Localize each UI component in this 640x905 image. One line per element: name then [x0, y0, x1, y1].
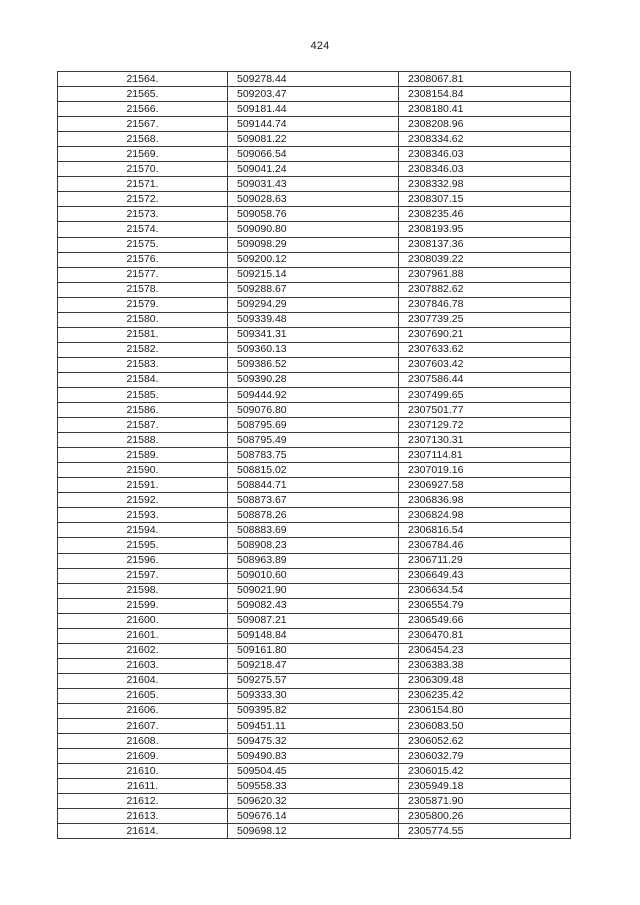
x-coordinate-cell: 509161.80: [228, 643, 399, 658]
table-row: [58, 102, 571, 117]
point-number-cell: 21607.: [58, 719, 228, 734]
y-coordinate-cell: 2307114.81: [399, 448, 571, 463]
y-coordinate-cell: 2306649.43: [399, 568, 571, 583]
table-row: [58, 342, 571, 357]
y-coordinate-cell: 2308332.98: [399, 177, 571, 192]
point-number-cell: 21601.: [58, 628, 228, 643]
point-number-cell: 21596.: [58, 553, 228, 568]
table-row: [58, 764, 571, 779]
table-row: [58, 177, 571, 192]
x-coordinate-cell: 509444.92: [228, 387, 399, 402]
table-row: [58, 147, 571, 162]
table-row: [58, 568, 571, 583]
table-row: [58, 658, 571, 673]
table-row: [58, 72, 571, 87]
x-coordinate-cell: 508795.69: [228, 418, 399, 433]
x-coordinate-cell: 509082.43: [228, 598, 399, 613]
point-number-cell: 21611.: [58, 779, 228, 794]
y-coordinate-cell: 2306554.79: [399, 598, 571, 613]
point-number-cell: 21598.: [58, 583, 228, 598]
table-row: [58, 117, 571, 132]
y-coordinate-cell: 2308208.96: [399, 117, 571, 132]
table-row: [58, 463, 571, 478]
x-coordinate-cell: 509294.29: [228, 297, 399, 312]
y-coordinate-cell: 2308346.03: [399, 162, 571, 177]
x-coordinate-cell: 508873.67: [228, 493, 399, 508]
x-coordinate-cell: 509390.28: [228, 372, 399, 387]
point-number-cell: 21606.: [58, 703, 228, 718]
table-row: [58, 478, 571, 493]
x-coordinate-cell: 509058.76: [228, 207, 399, 222]
y-coordinate-cell: 2306816.54: [399, 523, 571, 538]
x-coordinate-cell: 509676.14: [228, 809, 399, 824]
table-row: [58, 87, 571, 102]
coordinates-table-body: [58, 72, 571, 839]
point-number-cell: 21583.: [58, 357, 228, 372]
x-coordinate-cell: 508878.26: [228, 508, 399, 523]
point-number-cell: 21594.: [58, 523, 228, 538]
y-coordinate-cell: 2308346.03: [399, 147, 571, 162]
x-coordinate-cell: 509278.44: [228, 72, 399, 87]
point-number-cell: 21586.: [58, 403, 228, 418]
table-row: [58, 403, 571, 418]
point-number-cell: 21600.: [58, 613, 228, 628]
y-coordinate-cell: 2306015.42: [399, 764, 571, 779]
x-coordinate-cell: 508963.89: [228, 553, 399, 568]
table-row: [58, 643, 571, 658]
x-coordinate-cell: 509698.12: [228, 824, 399, 839]
table-row: [58, 553, 571, 568]
y-coordinate-cell: 2307499.65: [399, 387, 571, 402]
x-coordinate-cell: 509076.80: [228, 403, 399, 418]
table-row: [58, 493, 571, 508]
y-coordinate-cell: 2307019.16: [399, 463, 571, 478]
x-coordinate-cell: 509386.52: [228, 357, 399, 372]
y-coordinate-cell: 2308307.15: [399, 192, 571, 207]
point-number-cell: 21571.: [58, 177, 228, 192]
y-coordinate-cell: 2308334.62: [399, 132, 571, 147]
point-number-cell: 21603.: [58, 658, 228, 673]
y-coordinate-cell: 2307633.62: [399, 342, 571, 357]
point-number-cell: 21576.: [58, 252, 228, 267]
point-number-cell: 21564.: [58, 72, 228, 87]
point-number-cell: 21582.: [58, 342, 228, 357]
point-number-cell: 21590.: [58, 463, 228, 478]
x-coordinate-cell: 509490.83: [228, 749, 399, 764]
point-number-cell: 21585.: [58, 387, 228, 402]
y-coordinate-cell: 2306927.58: [399, 478, 571, 493]
table-row: [58, 794, 571, 809]
y-coordinate-cell: 2306549.66: [399, 613, 571, 628]
x-coordinate-cell: 508883.69: [228, 523, 399, 538]
page-number: 424: [310, 40, 330, 52]
point-number-cell: 21613.: [58, 809, 228, 824]
x-coordinate-cell: 508783.75: [228, 448, 399, 463]
x-coordinate-cell: 508815.02: [228, 463, 399, 478]
y-coordinate-cell: 2305774.55: [399, 824, 571, 839]
x-coordinate-cell: 509010.60: [228, 568, 399, 583]
point-number-cell: 21599.: [58, 598, 228, 613]
point-number-cell: 21588.: [58, 433, 228, 448]
x-coordinate-cell: 509181.44: [228, 102, 399, 117]
table-row: [58, 824, 571, 839]
x-coordinate-cell: 509215.14: [228, 267, 399, 282]
x-coordinate-cell: 508908.23: [228, 538, 399, 553]
y-coordinate-cell: 2305871.90: [399, 794, 571, 809]
x-coordinate-cell: 509066.54: [228, 147, 399, 162]
x-coordinate-cell: 509200.12: [228, 252, 399, 267]
table-row: [58, 749, 571, 764]
table-row: [58, 192, 571, 207]
table-row: [58, 252, 571, 267]
x-coordinate-cell: 509339.48: [228, 312, 399, 327]
point-number-cell: 21612.: [58, 794, 228, 809]
point-number-cell: 21568.: [58, 132, 228, 147]
y-coordinate-cell: 2306235.42: [399, 688, 571, 703]
table-row: [58, 583, 571, 598]
y-coordinate-cell: 2305800.26: [399, 809, 571, 824]
table-row: [58, 779, 571, 794]
y-coordinate-cell: 2307603.42: [399, 357, 571, 372]
table-row: [58, 719, 571, 734]
point-number-cell: 21595.: [58, 538, 228, 553]
y-coordinate-cell: 2308235.46: [399, 207, 571, 222]
point-number-cell: 21577.: [58, 267, 228, 282]
y-coordinate-cell: 2306836.98: [399, 493, 571, 508]
point-number-cell: 21569.: [58, 147, 228, 162]
x-coordinate-cell: 509098.29: [228, 237, 399, 252]
x-coordinate-cell: 509203.47: [228, 87, 399, 102]
point-number-cell: 21604.: [58, 673, 228, 688]
point-number-cell: 21565.: [58, 87, 228, 102]
table-row: [58, 237, 571, 252]
point-number-cell: 21570.: [58, 162, 228, 177]
table-row: [58, 598, 571, 613]
y-coordinate-cell: 2307739.25: [399, 312, 571, 327]
coordinates-table: [57, 71, 571, 839]
y-coordinate-cell: 2307690.21: [399, 327, 571, 342]
table-row: [58, 327, 571, 342]
table-row: [58, 418, 571, 433]
table-row: [58, 508, 571, 523]
table-row: [58, 372, 571, 387]
table-row: [58, 628, 571, 643]
x-coordinate-cell: 509031.43: [228, 177, 399, 192]
x-coordinate-cell: 509341.31: [228, 327, 399, 342]
table-row: [58, 297, 571, 312]
table-row: [58, 207, 571, 222]
table-row: [58, 162, 571, 177]
table-row: [58, 688, 571, 703]
point-number-cell: 21609.: [58, 749, 228, 764]
y-coordinate-cell: 2306824.98: [399, 508, 571, 523]
table-row: [58, 282, 571, 297]
y-coordinate-cell: 2305949.18: [399, 779, 571, 794]
x-coordinate-cell: 509275.57: [228, 673, 399, 688]
y-coordinate-cell: 2306470.81: [399, 628, 571, 643]
point-number-cell: 21591.: [58, 478, 228, 493]
point-number-cell: 21574.: [58, 222, 228, 237]
table-row: [58, 809, 571, 824]
x-coordinate-cell: 509021.90: [228, 583, 399, 598]
point-number-cell: 21579.: [58, 297, 228, 312]
point-number-cell: 21578.: [58, 282, 228, 297]
y-coordinate-cell: 2308180.41: [399, 102, 571, 117]
x-coordinate-cell: 509395.82: [228, 703, 399, 718]
x-coordinate-cell: 509360.13: [228, 342, 399, 357]
table-row: [58, 613, 571, 628]
point-number-cell: 21580.: [58, 312, 228, 327]
y-coordinate-cell: 2306711.29: [399, 553, 571, 568]
x-coordinate-cell: 509504.45: [228, 764, 399, 779]
point-number-cell: 21567.: [58, 117, 228, 132]
table-row: [58, 222, 571, 237]
x-coordinate-cell: 508795.49: [228, 433, 399, 448]
point-number-cell: 21575.: [58, 237, 228, 252]
table-row: [58, 703, 571, 718]
x-coordinate-cell: 509148.84: [228, 628, 399, 643]
y-coordinate-cell: 2307961.88: [399, 267, 571, 282]
y-coordinate-cell: 2307882.62: [399, 282, 571, 297]
y-coordinate-cell: 2306309.48: [399, 673, 571, 688]
y-coordinate-cell: 2306154.80: [399, 703, 571, 718]
table-row: [58, 312, 571, 327]
point-number-cell: 21589.: [58, 448, 228, 463]
y-coordinate-cell: 2308193.95: [399, 222, 571, 237]
point-number-cell: 21573.: [58, 207, 228, 222]
x-coordinate-cell: 509218.47: [228, 658, 399, 673]
table-row: [58, 387, 571, 402]
y-coordinate-cell: 2308039.22: [399, 252, 571, 267]
point-number-cell: 21602.: [58, 643, 228, 658]
x-coordinate-cell: 509144.74: [228, 117, 399, 132]
y-coordinate-cell: 2308154.84: [399, 87, 571, 102]
y-coordinate-cell: 2306032.79: [399, 749, 571, 764]
table-row: [58, 538, 571, 553]
x-coordinate-cell: 509288.67: [228, 282, 399, 297]
y-coordinate-cell: 2306052.62: [399, 734, 571, 749]
table-row: [58, 267, 571, 282]
x-coordinate-cell: 508844.71: [228, 478, 399, 493]
x-coordinate-cell: 509620.32: [228, 794, 399, 809]
point-number-cell: 21572.: [58, 192, 228, 207]
x-coordinate-cell: 509081.22: [228, 132, 399, 147]
x-coordinate-cell: 509041.24: [228, 162, 399, 177]
x-coordinate-cell: 509028.63: [228, 192, 399, 207]
y-coordinate-cell: 2308137.36: [399, 237, 571, 252]
y-coordinate-cell: 2308067.81: [399, 72, 571, 87]
point-number-cell: 21608.: [58, 734, 228, 749]
y-coordinate-cell: 2306784.46: [399, 538, 571, 553]
point-number-cell: 21610.: [58, 764, 228, 779]
table-row: [58, 673, 571, 688]
point-number-cell: 21566.: [58, 102, 228, 117]
x-coordinate-cell: 509558.33: [228, 779, 399, 794]
y-coordinate-cell: 2307129.72: [399, 418, 571, 433]
point-number-cell: 21605.: [58, 688, 228, 703]
x-coordinate-cell: 509087.21: [228, 613, 399, 628]
x-coordinate-cell: 509333.30: [228, 688, 399, 703]
y-coordinate-cell: 2307586.44: [399, 372, 571, 387]
x-coordinate-cell: 509090.80: [228, 222, 399, 237]
table-row: [58, 523, 571, 538]
table-row: [58, 357, 571, 372]
point-number-cell: 21614.: [58, 824, 228, 839]
y-coordinate-cell: 2306454.23: [399, 643, 571, 658]
point-number-cell: 21592.: [58, 493, 228, 508]
point-number-cell: 21593.: [58, 508, 228, 523]
table-row: [58, 448, 571, 463]
y-coordinate-cell: 2306634.54: [399, 583, 571, 598]
point-number-cell: 21584.: [58, 372, 228, 387]
y-coordinate-cell: 2307846.78: [399, 297, 571, 312]
x-coordinate-cell: 509451.11: [228, 719, 399, 734]
y-coordinate-cell: 2307501.77: [399, 403, 571, 418]
table-row: [58, 734, 571, 749]
y-coordinate-cell: 2306383.38: [399, 658, 571, 673]
point-number-cell: 21597.: [58, 568, 228, 583]
y-coordinate-cell: 2306083.50: [399, 719, 571, 734]
table-row: [58, 132, 571, 147]
point-number-cell: 21581.: [58, 327, 228, 342]
point-number-cell: 21587.: [58, 418, 228, 433]
y-coordinate-cell: 2307130.31: [399, 433, 571, 448]
table-row: [58, 433, 571, 448]
x-coordinate-cell: 509475.32: [228, 734, 399, 749]
